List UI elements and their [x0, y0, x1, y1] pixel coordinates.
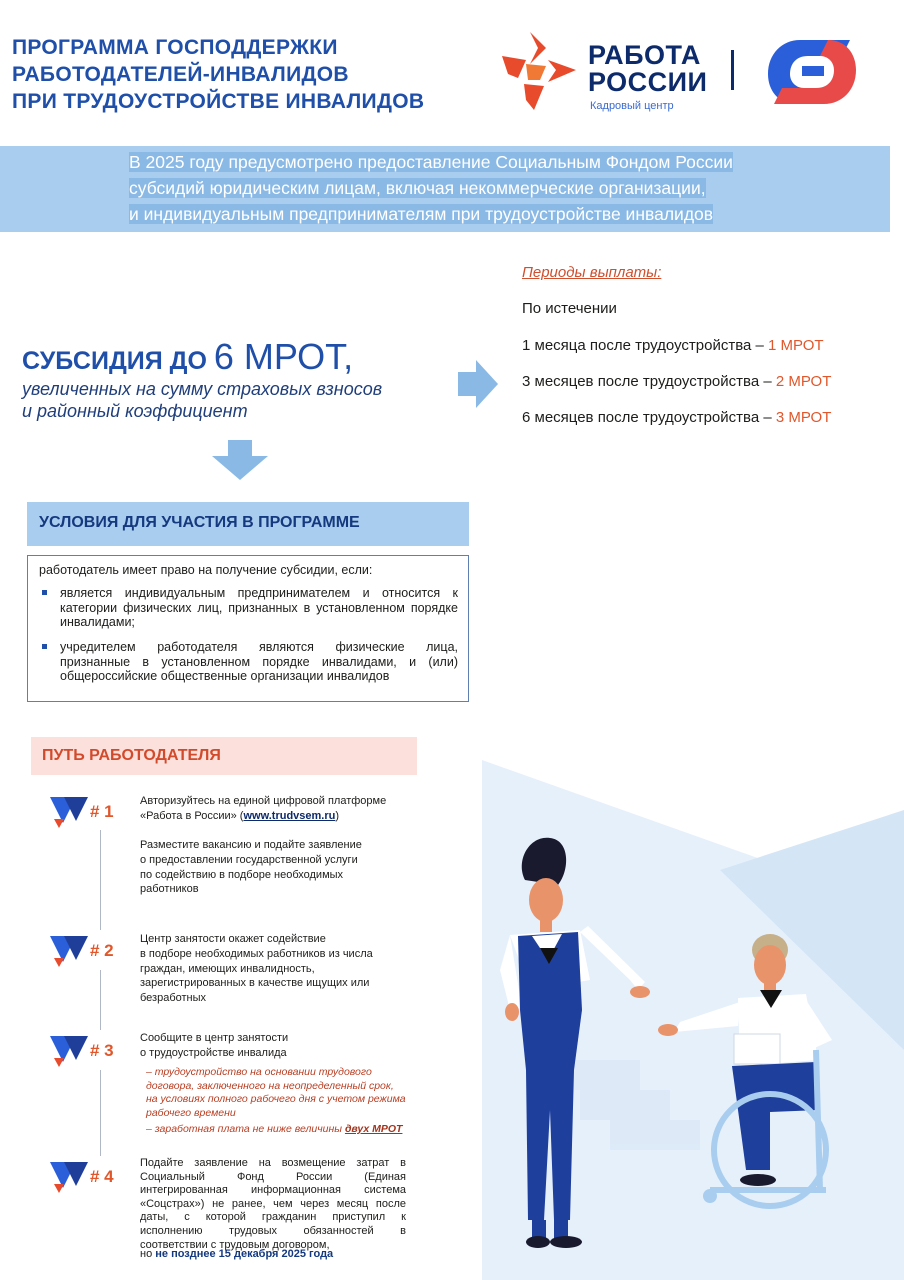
step-2-icon — [44, 934, 118, 974]
period-item: 3 месяцев после трудоустройства – 2 МРОТ — [522, 373, 832, 390]
step-number: # 4 — [90, 1167, 114, 1186]
intro-text: В 2025 году предусмотрено предоставление Социальным Фондом России субсидий юридическим лицам, включая некоммерческие организации, и индивидуальным предпринимателям при трудоустройстве инвалидов — [129, 152, 733, 224]
page-title — [12, 34, 492, 115]
step-3-icon — [44, 1034, 118, 1074]
title-line: ПРОГРАММА ГОСПОДДЕРЖКИ — [12, 36, 338, 59]
step-number: # 2 — [90, 941, 114, 960]
step-3-text: Сообщите в центр занятости о трудоустройстве инвалида — [140, 1032, 289, 1059]
step-1-subtext: Разместите вакансию и подайте заявление о предоставлении государственной услуги по содействию в подборе необходимых работников — [140, 839, 362, 896]
conditions-intro: работодатель имеет право на получение субсидии, если: — [39, 563, 373, 577]
subsidy-heading: СУБСИДИЯ ДО 6 МРОТ, — [22, 336, 354, 377]
subsidy-amount: 6 МРОТ, — [213, 336, 354, 377]
arrow-right-icon — [458, 360, 498, 408]
step-4-icon — [44, 1160, 118, 1200]
step-2-text: Центр занятости окажет содействие в подборе необходимых работников из числа граждан, имеющих инвалидность, зарегистрированных в качестве ищущих или безработных — [140, 933, 373, 1005]
step-number: # 3 — [90, 1041, 114, 1060]
subsidy-description: увеличенных на сумму страховых взносов и районный коэффициент — [22, 379, 383, 421]
periods-intro: По истечении — [522, 300, 617, 317]
rabota-rossii-logo-icon — [500, 30, 580, 112]
trudvsem-link[interactable]: www.trudvsem.ru — [243, 809, 336, 822]
period-item: 1 месяца после трудоустройства – 1 МРОТ — [522, 337, 824, 354]
kadrovy-centr-label: Кадровый центр — [590, 100, 674, 112]
periods-title: Периоды выплаты: — [522, 264, 662, 281]
bullet-icon — [42, 644, 47, 649]
step-3-note: – трудоустройство на основании трудового договора, заключенного на неопределенный срок, на условиях полного рабочего дня с учетом режима рабочего времени — [146, 1066, 406, 1119]
period-item: 6 месяцев после трудоустройства – 3 МРОТ — [522, 409, 832, 426]
title-line: ПРИ ТРУДОУСТРОЙСТВЕ ИНВАЛИДОВ — [12, 90, 425, 113]
rabota-rossii-wordmark: РАБОТА РОССИИ — [588, 40, 708, 97]
step-3-note-salary: – заработная плата не ниже величины двух МРОТ — [146, 1123, 403, 1135]
path-connector — [100, 970, 101, 1030]
social-fund-logo-icon — [762, 30, 862, 114]
step-1-icon — [44, 795, 118, 835]
step-1-text: Авторизуйтесь на единой цифровой платформе «Работа в России» (www.trudvsem.ru) — [140, 795, 387, 822]
step-4-text: Подайте заявление на возмещение затрат в Социальный Фонд России (Единая интегрированная информационная система «Соцстрах») не ранее, чем через месяц после даты, с которой гражданин приступил к исполнению трудовых обязанностей в соответствии с трудовым договором, — [140, 1157, 406, 1251]
title-line: РАБОТОДАТЕЛЕЙ-ИНВАЛИДОВ — [12, 63, 349, 86]
step-number: # 1 — [90, 802, 114, 821]
conditions-title: УСЛОВИЯ ДЛЯ УЧАСТИЯ В ПРОГРАММЕ — [39, 514, 360, 531]
logo-divider — [731, 50, 734, 90]
condition-item: является индивидуальным предпринимателем и относится к категории физических лиц, признанных в установленном порядке инвалидами; — [60, 586, 458, 629]
bullet-icon — [42, 590, 47, 595]
path-connector — [100, 830, 101, 930]
arrow-down-icon — [212, 440, 268, 480]
step-4-deadline: но не позднее 15 декабря 2025 года — [140, 1248, 334, 1260]
path-title: ПУТЬ РАБОТОДАТЕЛЯ — [42, 747, 221, 764]
employees-illustration — [470, 750, 904, 1280]
path-connector — [100, 1070, 101, 1156]
condition-item: учредителем работодателя являются физические лица, признанные в установленном порядке инвалидами, и (или) общероссийские общественные организации инвалидов — [60, 640, 458, 683]
